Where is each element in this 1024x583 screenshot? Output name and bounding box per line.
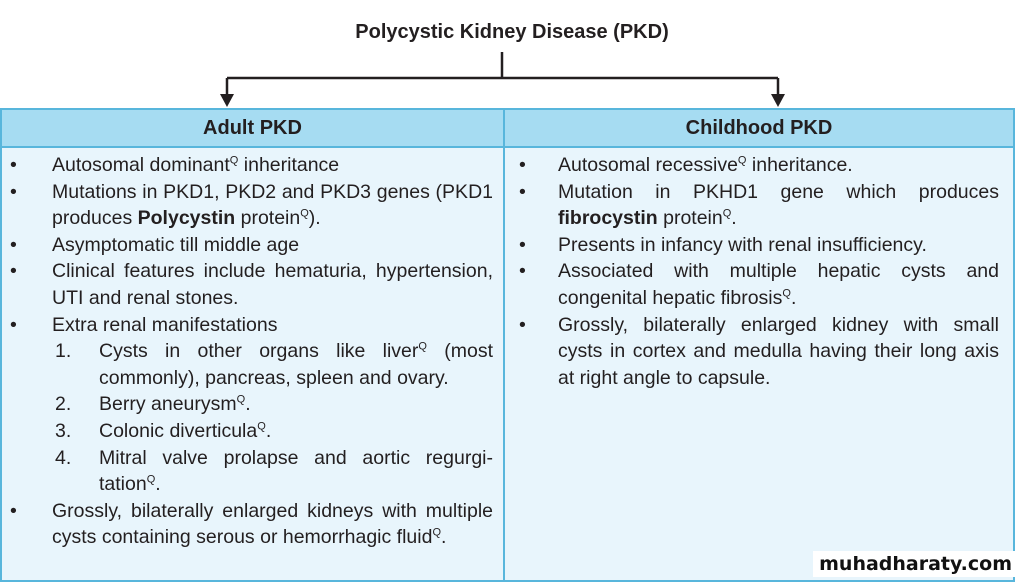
extra-renal-sublist [52,338,493,498]
q-mark: Q [257,420,266,433]
bullet: • [519,260,526,283]
table-header-row [1,109,1014,147]
bullet: • [519,233,526,256]
watermark: muhadharaty.com [813,551,1018,577]
list-item: • Presents in infancy with renal insufficiency. [505,232,1013,259]
list-item: • Grossly, bilaterally enlarged kidneys with multiple cysts containing serous or hemorrhagic fluid$^Q$. [10,499,493,549]
bold-term: Polycystin [137,207,236,230]
q-mark: Q [300,207,309,220]
bullet: • [519,313,526,336]
bullet: • [10,499,17,522]
pkd-comparison-table [0,108,1015,582]
q-mark: Q [229,154,239,167]
bullet: • [10,233,17,256]
bullet: • [519,154,526,176]
list-item: • Autosomal dominant$^Q$ inheritance [2,152,503,179]
bullet: • [10,180,17,203]
bullet: • [10,313,17,336]
list-item: • Mutations in PKD1, PKD2 and PKD3 genes (PKD1 produces Polycystin protein$^Q$). [10,180,493,230]
q-mark: Q [782,287,791,300]
branch-connector [0,0,1024,110]
q-mark: Q [737,154,747,167]
q-mark: Q [418,340,427,353]
childhood-pkd-header: Childhood PKD [504,109,1014,147]
adult-pkd-list [2,152,503,551]
diagram-title: Polycystic Kidney Disease (PKD) [355,21,669,43]
q-mark: Q [146,473,156,486]
list-item: • Asymptomatic till middle age [2,232,503,259]
adult-pkd-cell [1,147,504,581]
left-arrowhead [220,94,234,107]
sublist-item: 3. Colonic diverticula$^Q$. [52,418,493,445]
q-mark: Q [432,526,441,539]
childhood-pkd-list [505,152,1013,391]
list-item: • Autosomal recessive$^Q$ inheritance. [505,152,1013,179]
bullet: • [10,260,17,283]
item-number: 4. [55,446,72,469]
list-item: • Grossly, bilaterally enlarged kidney with small cysts in cortex and medulla having their long axis at right angle to capsule. [519,313,999,389]
item-number: 1. [55,340,72,363]
table-body-row [1,147,1014,581]
list-item: • Associated with multiple hepatic cysts and congenital hepatic fibrosis$^Q$. [519,260,999,309]
q-mark: Q [722,207,732,220]
sublist-item: 4. Mitral valve prolapse and aortic regurgitation$^Q$. [55,446,493,496]
item-number: 2. [55,393,72,416]
list-item: • Clinical features include hematuria, hypertension, UTI and renal stones. [10,260,493,309]
list-item: • Extra renal manifestations 1. Cysts in other organs like liver$^Q$ (most commonly), pancreas, spleen and ovary. 2. Berry aneurysm$^Q$. 3. Colonic diverticula$^Q$. 4. Mitral valve prolapse and aortic regurgitation$^Q$. [2,312,503,498]
adult-pkd-header: Adult PKD [1,109,504,147]
list-item: • Mutation in PKHD1 gene which produces fibrocystin protein$^Q$. [519,180,999,230]
q-mark: Q [236,393,246,406]
childhood-pkd-cell [504,147,1014,581]
bullet: • [519,180,526,203]
bold-term: fibrocystin [558,207,658,230]
item-number: 3. [55,419,72,442]
sublist-item: 1. Cysts in other organs like liver$^Q$ (most commonly), pancreas, spleen and ovary. [55,340,493,389]
sublist-item: 2. Berry aneurysm$^Q$. [52,391,493,418]
right-arrowhead [771,94,785,107]
bullet: • [10,154,17,176]
